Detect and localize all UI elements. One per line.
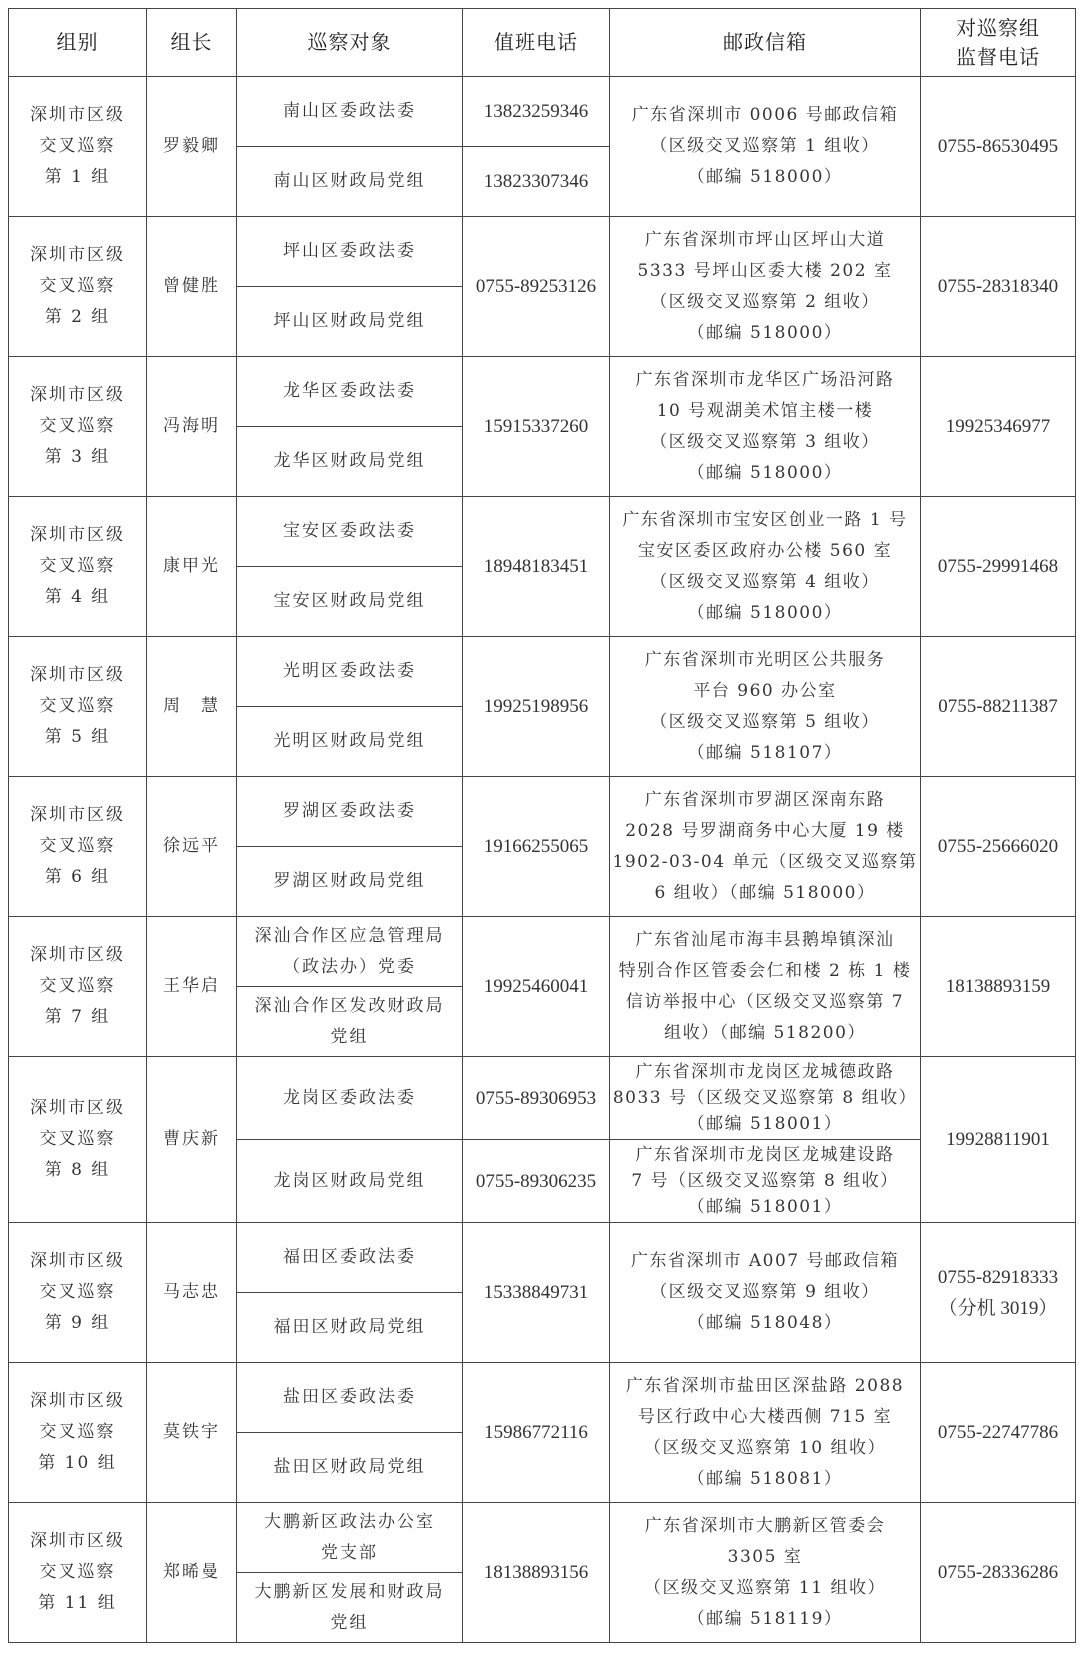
group-name: 深圳市区级 交叉巡察 第 8 组 — [9, 1057, 147, 1223]
mailbox-address: 广东省深圳市罗湖区深南东路 2028 号罗湖商务中心大厦 19 楼 1902-03-04 单元（区级交叉巡察第 6 组收）（邮编 518000） — [610, 777, 921, 917]
patrol-target: 盐田区委政法委 — [237, 1363, 463, 1433]
group-name: 深圳市区级 交叉巡察 第 1 组 — [9, 77, 147, 217]
duty-phone: 19925198956 — [463, 637, 610, 777]
table-row — [9, 1223, 1076, 1293]
patrol-contact-table — [8, 8, 1076, 1643]
group-leader: 周 慧 — [147, 637, 237, 777]
group-leader: 马志忠 — [147, 1223, 237, 1363]
patrol-target: 大鹏新区发展和财政局 党组 — [237, 1573, 463, 1643]
mailbox-address: 广东省深圳市 A007 号邮政信箱 （区级交叉巡察第 9 组收） （邮编 518048） — [610, 1223, 921, 1363]
supervise-phone: 18138893159 — [921, 917, 1076, 1057]
group-name: 深圳市区级 交叉巡察 第 7 组 — [9, 917, 147, 1057]
duty-phone: 0755-89306235 — [463, 1140, 610, 1223]
table-row — [9, 357, 1076, 427]
header-target: 巡察对象 — [237, 9, 463, 77]
mailbox-address: 广东省深圳市宝安区创业一路 1 号 宝安区委区政府办公楼 560 室 （区级交叉巡察第 4 组收） （邮编 518000） — [610, 497, 921, 637]
table-row — [9, 637, 1076, 707]
supervise-phone: 0755-88211387 — [921, 637, 1076, 777]
patrol-target: 坪山区财政局党组 — [237, 287, 463, 357]
mailbox-address: 广东省深圳市 0006 号邮政信箱 （区级交叉巡察第 1 组收） （邮编 518000） — [610, 77, 921, 217]
group-leader: 曾健胜 — [147, 217, 237, 357]
mailbox-address: 广东省深圳市光明区公共服务 平台 960 办公室 （区级交叉巡察第 5 组收） （邮编 518107） — [610, 637, 921, 777]
patrol-target: 深汕合作区发改财政局 党组 — [237, 987, 463, 1057]
group-leader: 曹庆新 — [147, 1057, 237, 1223]
mailbox-address: 广东省汕尾市海丰县鹅埠镇深汕 特别合作区管委会仁和楼 2 栋 1 楼 信访举报中心（区级交叉巡察第 7 组收）（邮编 518200） — [610, 917, 921, 1057]
patrol-target: 福田区委政法委 — [237, 1223, 463, 1293]
patrol-target: 南山区财政局党组 — [237, 147, 463, 217]
mailbox-address: 广东省深圳市大鹏新区管委会 3305 室 （区级交叉巡察第 11 组收） （邮编 518119） — [610, 1503, 921, 1643]
group-name: 深圳市区级 交叉巡察 第 4 组 — [9, 497, 147, 637]
header-supervise-phone: 对巡察组 监督电话 — [921, 9, 1076, 77]
patrol-target: 宝安区财政局党组 — [237, 567, 463, 637]
table-row — [9, 77, 1076, 147]
table-body — [9, 77, 1076, 1643]
group-leader: 罗毅卿 — [147, 77, 237, 217]
header-group: 组别 — [9, 9, 147, 77]
supervise-phone: 19925346977 — [921, 357, 1076, 497]
duty-phone: 0755-89253126 — [463, 217, 610, 357]
supervise-phone: 0755-28336286 — [921, 1503, 1076, 1643]
group-leader: 康甲光 — [147, 497, 237, 637]
supervise-phone: 0755-28318340 — [921, 217, 1076, 357]
patrol-target: 坪山区委政法委 — [237, 217, 463, 287]
patrol-target: 龙岗区财政局党组 — [237, 1140, 463, 1223]
patrol-target: 大鹏新区政法办公室 党支部 — [237, 1503, 463, 1573]
group-leader: 莫铁宇 — [147, 1363, 237, 1503]
patrol-target: 南山区委政法委 — [237, 77, 463, 147]
table-row — [9, 1363, 1076, 1433]
patrol-target: 龙岗区委政法委 — [237, 1057, 463, 1140]
duty-phone: 15338849731 — [463, 1223, 610, 1363]
patrol-target: 光明区财政局党组 — [237, 707, 463, 777]
mailbox-address: 广东省深圳市龙岗区龙城德政路 8033 号（区级交叉巡察第 8 组收） （邮编 518001） — [610, 1057, 921, 1140]
table-row — [9, 217, 1076, 287]
patrol-target: 罗湖区财政局党组 — [237, 847, 463, 917]
patrol-target: 光明区委政法委 — [237, 637, 463, 707]
header-mailbox: 邮政信箱 — [610, 9, 921, 77]
table-row — [9, 777, 1076, 847]
supervise-phone: 19928811901 — [921, 1057, 1076, 1223]
patrol-target: 盐田区财政局党组 — [237, 1433, 463, 1503]
table-row — [9, 1503, 1076, 1573]
table-row — [9, 1057, 1076, 1140]
group-name: 深圳市区级 交叉巡察 第 11 组 — [9, 1503, 147, 1643]
patrol-target: 罗湖区委政法委 — [237, 777, 463, 847]
patrol-target: 深汕合作区应急管理局 （政法办）党委 — [237, 917, 463, 987]
supervise-phone: 0755-22747786 — [921, 1363, 1076, 1503]
group-leader: 徐远平 — [147, 777, 237, 917]
group-leader: 王华启 — [147, 917, 237, 1057]
duty-phone: 18138893156 — [463, 1503, 610, 1643]
group-name: 深圳市区级 交叉巡察 第 5 组 — [9, 637, 147, 777]
mailbox-address: 广东省深圳市盐田区深盐路 2088 号区行政中心大楼西侧 715 室 （区级交叉巡察第 10 组收） （邮编 518081） — [610, 1363, 921, 1503]
table-header-row — [9, 9, 1076, 77]
group-name: 深圳市区级 交叉巡察 第 10 组 — [9, 1363, 147, 1503]
mailbox-address: 广东省深圳市坪山区坪山大道 5333 号坪山区委大楼 202 室 （区级交叉巡察第 2 组收） （邮编 518000） — [610, 217, 921, 357]
supervise-phone: 0755-86530495 — [921, 77, 1076, 217]
mailbox-address: 广东省深圳市龙华区广场沿河路 10 号观湖美术馆主楼一楼 （区级交叉巡察第 3 组收） （邮编 518000） — [610, 357, 921, 497]
duty-phone: 15986772116 — [463, 1363, 610, 1503]
group-leader: 郑晞曼 — [147, 1503, 237, 1643]
table-row — [9, 497, 1076, 567]
header-duty-phone: 值班电话 — [463, 9, 610, 77]
patrol-target: 宝安区委政法委 — [237, 497, 463, 567]
group-leader: 冯海明 — [147, 357, 237, 497]
patrol-target: 福田区财政局党组 — [237, 1293, 463, 1363]
duty-phone: 13823259346 — [463, 77, 610, 147]
supervise-phone: 0755-29991468 — [921, 497, 1076, 637]
table-row — [9, 917, 1076, 987]
group-name: 深圳市区级 交叉巡察 第 3 组 — [9, 357, 147, 497]
mailbox-address: 广东省深圳市龙岗区龙城建设路 7 号（区级交叉巡察第 8 组收） （邮编 518001） — [610, 1140, 921, 1223]
duty-phone: 13823307346 — [463, 147, 610, 217]
group-name: 深圳市区级 交叉巡察 第 9 组 — [9, 1223, 147, 1363]
patrol-target: 龙华区财政局党组 — [237, 427, 463, 497]
supervise-phone: 0755-82918333 （分机 3019） — [921, 1223, 1076, 1363]
group-name: 深圳市区级 交叉巡察 第 6 组 — [9, 777, 147, 917]
duty-phone: 19925460041 — [463, 917, 610, 1057]
duty-phone: 15915337260 — [463, 357, 610, 497]
header-leader: 组长 — [147, 9, 237, 77]
duty-phone: 19166255065 — [463, 777, 610, 917]
patrol-target: 龙华区委政法委 — [237, 357, 463, 427]
duty-phone: 0755-89306953 — [463, 1057, 610, 1140]
supervise-phone: 0755-25666020 — [921, 777, 1076, 917]
group-name: 深圳市区级 交叉巡察 第 2 组 — [9, 217, 147, 357]
duty-phone: 18948183451 — [463, 497, 610, 637]
